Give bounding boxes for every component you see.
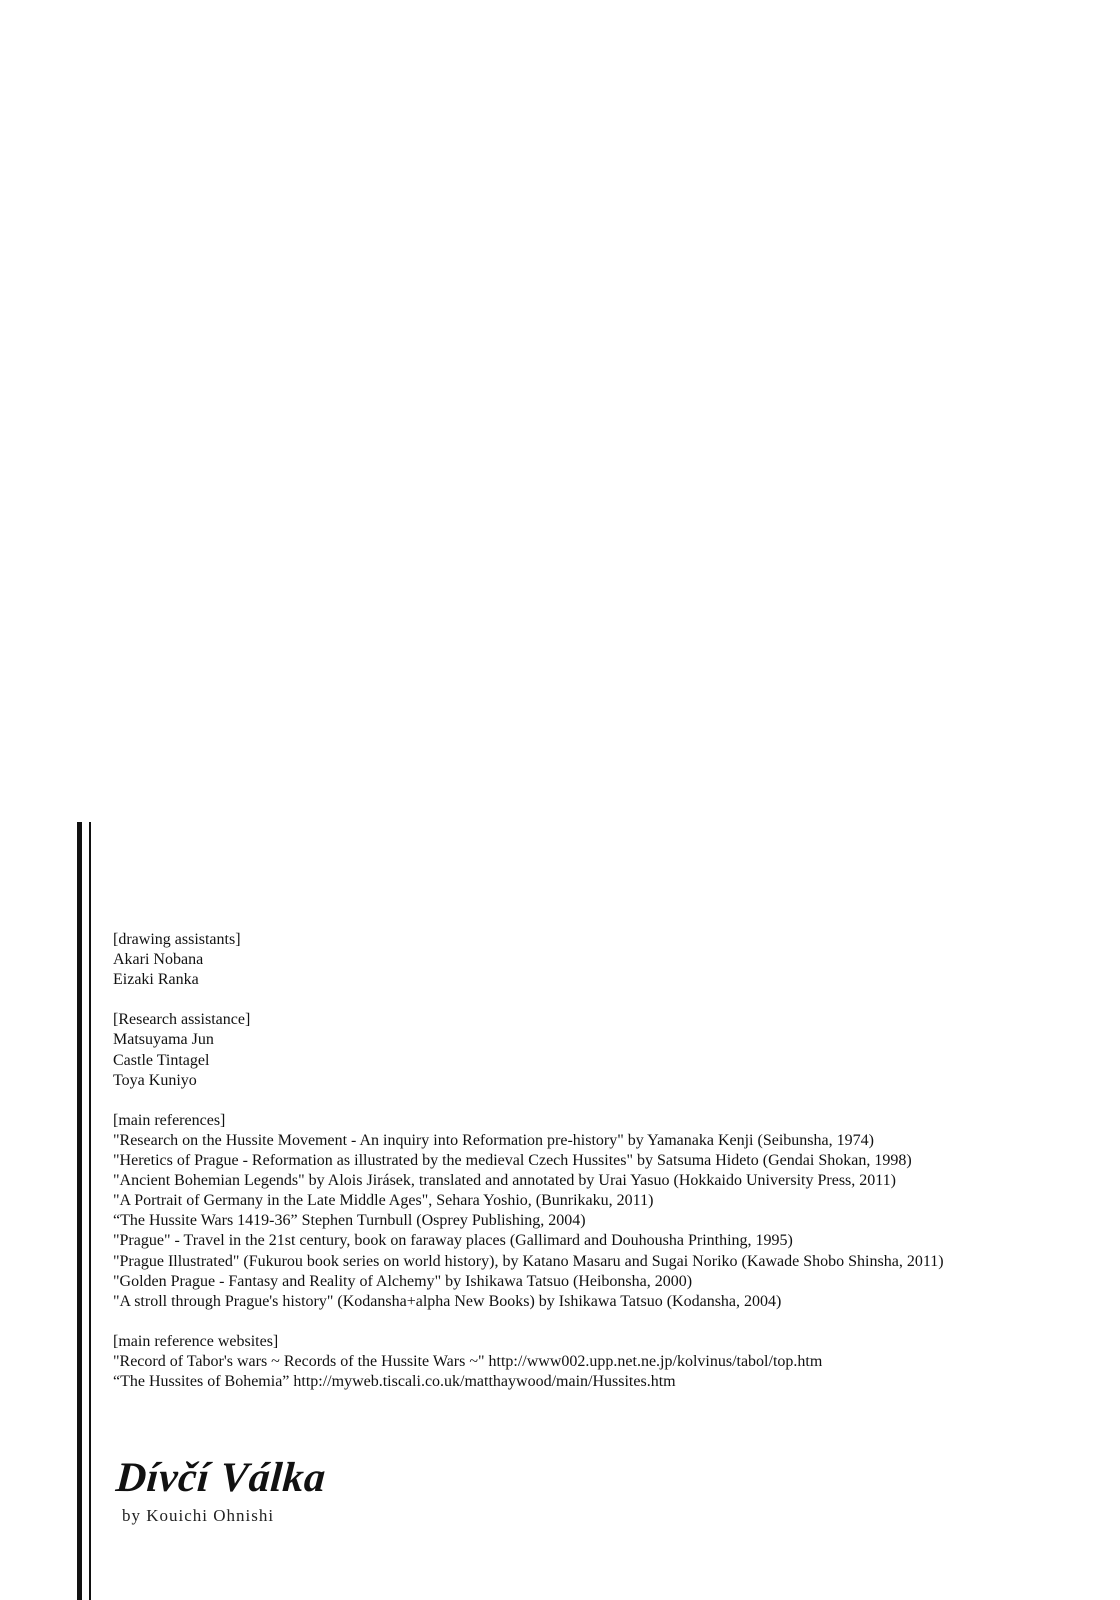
drawing-assistant-name: Eizaki Ranka	[113, 971, 199, 989]
main-references-heading: [main references]	[113, 1111, 226, 1129]
drawing-assistants-heading: [drawing assistants]	[113, 931, 241, 948]
left-border-thick-rule	[77, 822, 82, 1600]
reference-item: "Heretics of Prague - Reformation as illustrated by the medieval Czech Hussites" by Satsuma Hideto (Gendai Shokan, 1998)	[113, 1152, 912, 1170]
logo-title-text: Dívčí Válka	[114, 1455, 328, 1501]
credits-block	[113, 930, 1103, 1412]
reference-item: "Research on the Hussite Movement - An inquiry into Reformation pre-history" by Yamanaka Kenji (Seibunsha, 1974)	[113, 1131, 874, 1149]
drawing-assistants-section	[113, 930, 1103, 990]
logo-byline: by Kouichi Ohnishi	[122, 1506, 275, 1525]
research-assistant-name: Toya Kuniyo	[113, 1071, 197, 1089]
left-border-thin-rule	[89, 822, 91, 1600]
reference-item: “The Hussite Wars 1419-36” Stephen Turnbull (Osprey Publishing, 2004)	[113, 1212, 586, 1230]
drawing-assistant-name: Akari Nobana	[113, 951, 204, 969]
research-assistant-name: Matsuyama Jun	[113, 1031, 214, 1049]
logo-title	[116, 1454, 326, 1502]
research-assistance-section	[113, 1010, 1103, 1090]
reference-item: "Prague Illustrated" (Fukurou book series on world history), by Katano Masaru and Sugai Noriko (Kawade Shobo Shinsha, 2011)	[113, 1252, 944, 1270]
reference-item: "Ancient Bohemian Legends" by Alois Jirásek, translated and annotated by Urai Yasuo (Hokkaido University Press, 2011)	[113, 1172, 896, 1190]
research-assistant-name: Castle Tintagel	[113, 1051, 210, 1069]
reference-item: "Golden Prague - Fantasy and Reality of Alchemy" by Ishikawa Tatsuo (Heibonsha, 2000)	[113, 1272, 693, 1290]
reference-website-item: “The Hussites of Bohemia” http://myweb.tiscali.co.uk/matthaywood/main/Hussites.htm	[113, 1373, 676, 1391]
reference-website-item: "Record of Tabor's wars ~ Records of the Hussite Wars ~" http://www002.upp.net.ne.jp/kolvinus/tabol/top.htm	[113, 1352, 823, 1370]
reference-item: "Prague" - Travel in the 21st century, book on faraway places (Gallimard and Douhousha Printhing, 1995)	[113, 1232, 793, 1250]
reference-item: "A stroll through Prague's history" (Kodansha+alpha New Books) by Ishikawa Tatsuo (Kodansha, 2004)	[113, 1292, 782, 1310]
reference-websites-section	[113, 1332, 1103, 1392]
main-references-section	[113, 1111, 1103, 1312]
reference-item: "A Portrait of Germany in the Late Middle Ages", Sehara Yoshio, (Bunrikaku, 2011)	[113, 1192, 654, 1210]
title-logo	[116, 1454, 326, 1526]
reference-websites-heading: [main reference websites]	[113, 1332, 279, 1350]
research-assistance-heading: [Research assistance]	[113, 1011, 251, 1029]
